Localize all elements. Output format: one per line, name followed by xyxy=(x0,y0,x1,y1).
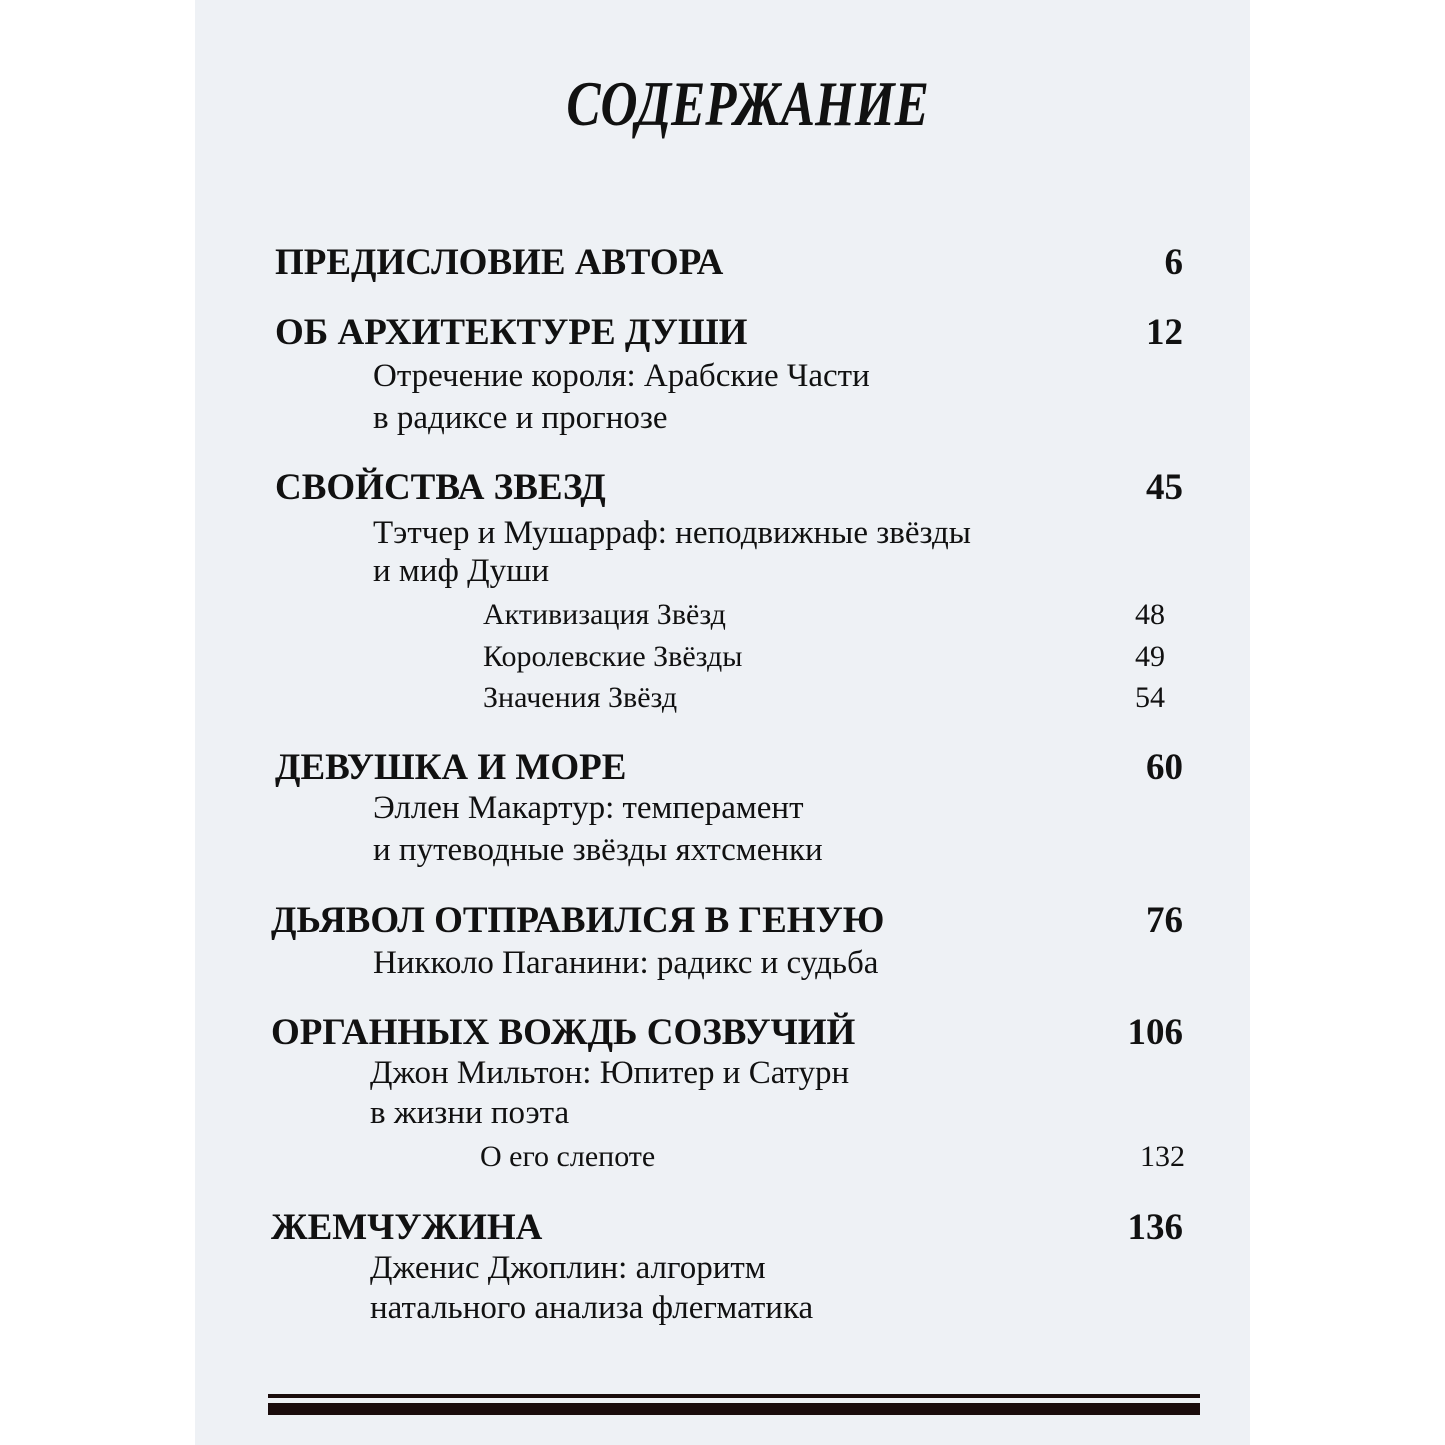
toc-chapter-subtitle: Никколо Паганини: радикс и судьба xyxy=(373,945,879,981)
toc-chapter-title: ДЬЯВОЛ ОТПРАВИЛСЯ В ГЕНУЮ xyxy=(271,900,885,941)
toc-subsection-page: 132 xyxy=(1140,1140,1185,1173)
toc-subsection-title: О его слепоте xyxy=(480,1140,656,1173)
toc-chapter-subtitle: и миф Души xyxy=(373,553,550,589)
toc-subsection-title: Значения Звёзд xyxy=(483,681,678,714)
toc-page-number: 136 xyxy=(1127,1207,1183,1248)
toc-subsection-page: 54 xyxy=(1135,681,1165,714)
toc-page-number: 60 xyxy=(1146,747,1183,788)
toc-chapter-subtitle: в радиксе и прогнозе xyxy=(373,400,668,436)
toc-chapter-subtitle: Дженис Джоплин: алгоритм xyxy=(370,1250,766,1286)
toc-subsection-page: 49 xyxy=(1135,640,1165,673)
toc-chapter-subtitle: Эллен Макартур: темперамент xyxy=(373,790,804,826)
toc-chapter-subtitle: Тэтчер и Мушарраф: неподвижные звёзды xyxy=(373,515,971,551)
toc-chapter-subtitle: Отречение короля: Арабские Части xyxy=(373,358,870,394)
toc-subsection-title: Королевские Звёзды xyxy=(483,640,743,673)
thick-divider-rule xyxy=(268,1403,1200,1415)
toc-page-number: 12 xyxy=(1146,312,1183,353)
toc-page-number: 106 xyxy=(1127,1012,1183,1053)
toc-chapter-title: ОРГАННЫХ ВОЖДЬ СОЗВУЧИЙ xyxy=(271,1012,856,1053)
toc-page-number: 45 xyxy=(1146,467,1183,508)
toc-page-number: 6 xyxy=(1164,242,1183,283)
toc-chapter-subtitle: и путеводные звёзды яхтсменки xyxy=(373,832,823,868)
toc-chapter-title: СВОЙСТВА ЗВЕЗД xyxy=(275,467,606,508)
toc-chapter-subtitle: в жизни поэта xyxy=(370,1095,570,1131)
toc-chapter-subtitle: натального анализа флегматика xyxy=(370,1290,814,1326)
toc-chapter-title: ДЕВУШКА И МОРЕ xyxy=(275,747,627,788)
toc-page-number: 76 xyxy=(1146,900,1183,941)
toc-chapter-title: ПРЕДИСЛОВИЕ АВТОРА xyxy=(275,242,724,283)
toc-chapter-subtitle: Джон Мильтон: Юпитер и Сатурн xyxy=(370,1055,850,1091)
toc-chapter-title: ОБ АРХИТЕКТУРЕ ДУШИ xyxy=(275,312,748,353)
toc-title: СОДЕРЖАНИЕ xyxy=(566,68,929,139)
toc-chapter-title: ЖЕМЧУЖИНА xyxy=(271,1207,543,1248)
thin-divider-rule xyxy=(268,1394,1200,1398)
toc-subsection-title: Активизация Звёзд xyxy=(483,598,726,631)
toc-subsection-page: 48 xyxy=(1135,598,1165,631)
